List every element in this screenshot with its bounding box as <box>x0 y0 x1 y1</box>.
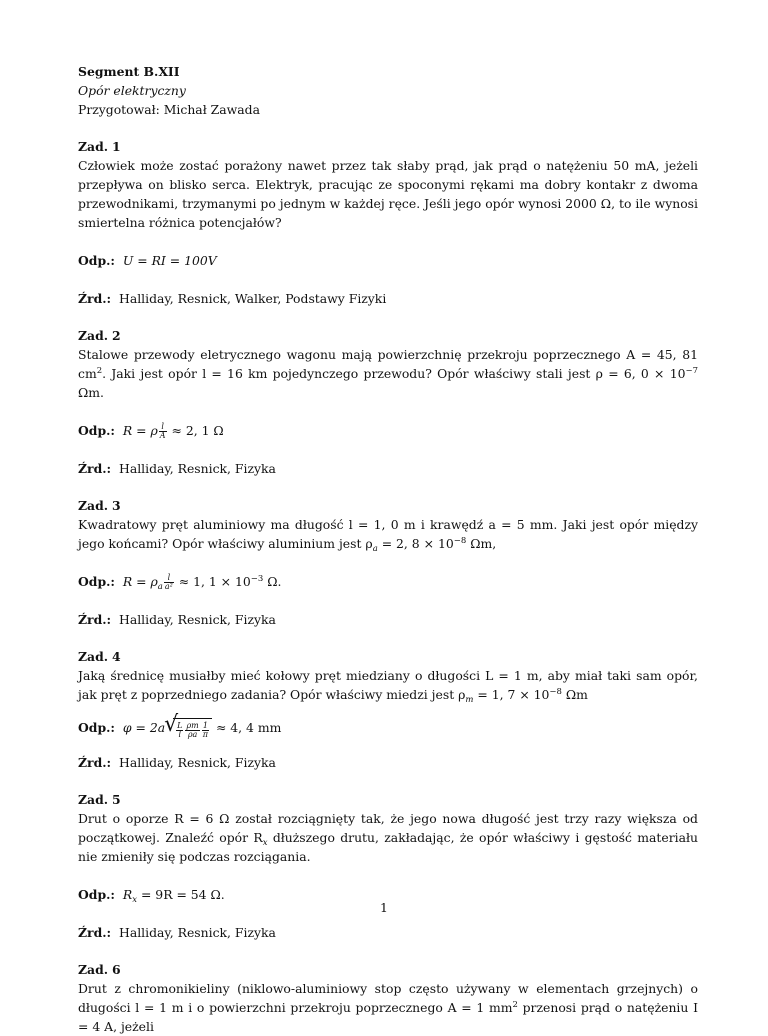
text-part: Ωm. <box>78 385 104 400</box>
problem-2 <box>78 326 698 478</box>
source-text: Halliday, Resnick, Walker, Podstawy Fizyki <box>119 291 387 306</box>
fraction <box>159 423 167 440</box>
zad-label: Zad. <box>78 962 109 977</box>
zad-label: Zad. <box>78 139 109 154</box>
fraction-numerator: l <box>164 574 174 583</box>
problem-5 <box>78 790 698 942</box>
text-part: Jaką średnicę musiałby mieć kołowy pręt miedziany o długości L = 1 m, aby miał taki sam opór, jak pręt z poprzedniego zadania? Opór właściwy miedzi jest ρ <box>78 668 698 702</box>
answer-formula: R = ρ <box>122 423 158 438</box>
answer-unit: Ω. <box>263 574 282 589</box>
source <box>78 923 698 942</box>
problem-heading <box>78 960 698 979</box>
source-text: Halliday, Resnick, Fizyka <box>119 755 276 770</box>
answer <box>78 718 698 739</box>
problem-number: 5 <box>112 792 121 807</box>
zrd-label: Źrd.: <box>78 755 112 770</box>
zad-label: Zad. <box>78 498 109 513</box>
zad-label: Zad. <box>78 649 109 664</box>
answer <box>78 572 698 591</box>
text-part: . Jaki jest opór l = 16 km pojedynczego przewodu? Opór właściwy stali jest ρ = 6, 0 × 10 <box>102 366 686 381</box>
problem-heading <box>78 496 698 515</box>
fraction-numerator: ρm <box>186 721 199 730</box>
problem-heading <box>78 326 698 345</box>
answer-formula: φ = 2a <box>122 720 166 735</box>
fraction <box>185 722 199 739</box>
subscript: m <box>465 695 474 705</box>
problem-text <box>78 666 698 704</box>
source <box>78 753 698 772</box>
problem-heading <box>78 137 698 156</box>
answer-formula: R = ρ <box>122 574 158 589</box>
text-part: dłuższego drutu, zakładając, że opór właściwy i gęstość materiału nie zmieniły się podczas rozciągania. <box>78 830 698 864</box>
text-part: przenosi prąd o natężeniu I = 4 A, jeżeli <box>78 1000 698 1034</box>
problem-4 <box>78 647 698 772</box>
document-header <box>78 62 698 119</box>
zrd-label: Źrd.: <box>78 291 112 306</box>
problem-text <box>78 809 698 866</box>
exponent: −3 <box>250 574 264 584</box>
fraction-denominator: π <box>202 730 208 739</box>
source <box>78 459 698 478</box>
exponent: −7 <box>685 366 698 376</box>
fraction <box>164 574 174 591</box>
zrd-label: Źrd.: <box>78 925 112 940</box>
page-number: 1 <box>380 900 388 915</box>
exponent: −8 <box>549 687 562 697</box>
subscript: x <box>262 838 268 848</box>
text-part: Drut o oporze R = 6 Ω został rozciągnięty tak, że jego nowa długość jest trzy razy większa od początkowej. Znaleźć opór R <box>78 811 698 845</box>
answer <box>78 421 698 440</box>
problem-heading <box>78 647 698 666</box>
source-text: Halliday, Resnick, Fizyka <box>119 925 276 940</box>
odp-label: Odp.: <box>78 887 116 902</box>
fraction-denominator: a² <box>164 582 173 591</box>
problem-number: 3 <box>112 498 121 513</box>
answer-value: ≈ 2, 1 Ω <box>167 423 224 438</box>
text-part: Stalowe przewody eletrycznego wagonu mają powierzchnię przekroju poprzecznego A = 45, 81 cm <box>78 347 698 381</box>
odp-label: Odp.: <box>78 574 116 589</box>
odp-label: Odp.: <box>78 720 116 735</box>
exponent: 2 <box>512 1000 518 1010</box>
problem-number: 6 <box>112 962 121 977</box>
problem-number: 4 <box>112 649 121 664</box>
subscript: a <box>157 582 163 592</box>
exponent: −8 <box>453 536 467 546</box>
square-root <box>165 718 212 739</box>
problem-text: Człowiek może zostać porażony nawet przez tak słaby prąd, jak prąd o natężeniu 50 mA, jeżeli przepływa on blisko serca. Elektryk, pracując ze spoconymi rękami ma dobry kontakr z dwoma przewodnikami, trzymanymi po jednym w każdej ręce. Jeśli jego opór wynosi 2000 Ω, to ile wynosi smiertelna różnica potencjałów? <box>78 158 698 230</box>
fraction-denominator: A <box>159 431 166 440</box>
fraction-numerator: l <box>159 423 167 432</box>
text-part: = 1, 7 × 10 <box>473 687 550 702</box>
answer-formula: U = RI = 100V <box>122 253 217 268</box>
text-part: = 2, 8 × 10 <box>377 536 454 551</box>
zrd-label: Źrd.: <box>78 612 112 627</box>
answer-formula: R <box>122 887 133 902</box>
fraction-numerator: √ L <box>177 721 183 730</box>
fraction-numerator: 1 <box>202 721 208 730</box>
document-page <box>78 62 698 1036</box>
zad-label: Zad. <box>78 792 109 807</box>
answer <box>78 251 698 270</box>
problem-number: 1 <box>112 139 121 154</box>
odp-label: Odp.: <box>78 253 116 268</box>
zad-label: Zad. <box>78 328 109 343</box>
fraction <box>202 722 209 739</box>
exponent: 2 <box>96 366 103 376</box>
text-part: Kwadratowy pręt aluminiowy ma długość l = 1, 0 m i krawędź a = 5 mm. Jaki jest opór między jego końcami? Opór właściwy aluminium jest ρ <box>78 517 698 551</box>
problem-text <box>78 979 698 1036</box>
subscript: a <box>372 544 378 554</box>
fraction-denominator: ρa <box>187 730 198 739</box>
segment-subtitle: Opór elektryczny <box>78 83 186 98</box>
problem-heading <box>78 790 698 809</box>
problem-number: 2 <box>112 328 121 343</box>
odp-label: Odp.: <box>78 423 116 438</box>
source-text: Halliday, Resnick, Fizyka <box>119 461 276 476</box>
problem-text <box>78 345 698 402</box>
zrd-label: Źrd.: <box>78 461 112 476</box>
answer-value: ≈ 4, 4 mm <box>212 720 282 735</box>
problem-3 <box>78 496 698 629</box>
problem-1 <box>78 137 698 308</box>
text-part: Ωm, <box>466 536 497 551</box>
answer-value: ≈ 1, 1 × 10 <box>174 574 251 589</box>
source-text: Halliday, Resnick, Fizyka <box>119 612 276 627</box>
text-part: Drut z chromonikieliny (niklowo-aluminiowy stop często używany w elementach grzejnych) o długości l = 1 m i o powierzchni przekroju poprzecznego A = 1 mm <box>78 981 698 1015</box>
source <box>78 289 698 308</box>
subscript: x <box>132 895 138 905</box>
segment-title: Segment B.XII <box>78 64 180 79</box>
fraction-denominator: l <box>178 730 182 739</box>
source <box>78 610 698 629</box>
text-part: Ωm <box>561 687 588 702</box>
problem-text <box>78 515 698 553</box>
answer-value: = 9R = 54 Ω. <box>137 887 225 902</box>
problem-6 <box>78 960 698 1036</box>
author-line: Przygotował: Michał Zawada <box>78 102 260 117</box>
fraction <box>176 722 183 739</box>
